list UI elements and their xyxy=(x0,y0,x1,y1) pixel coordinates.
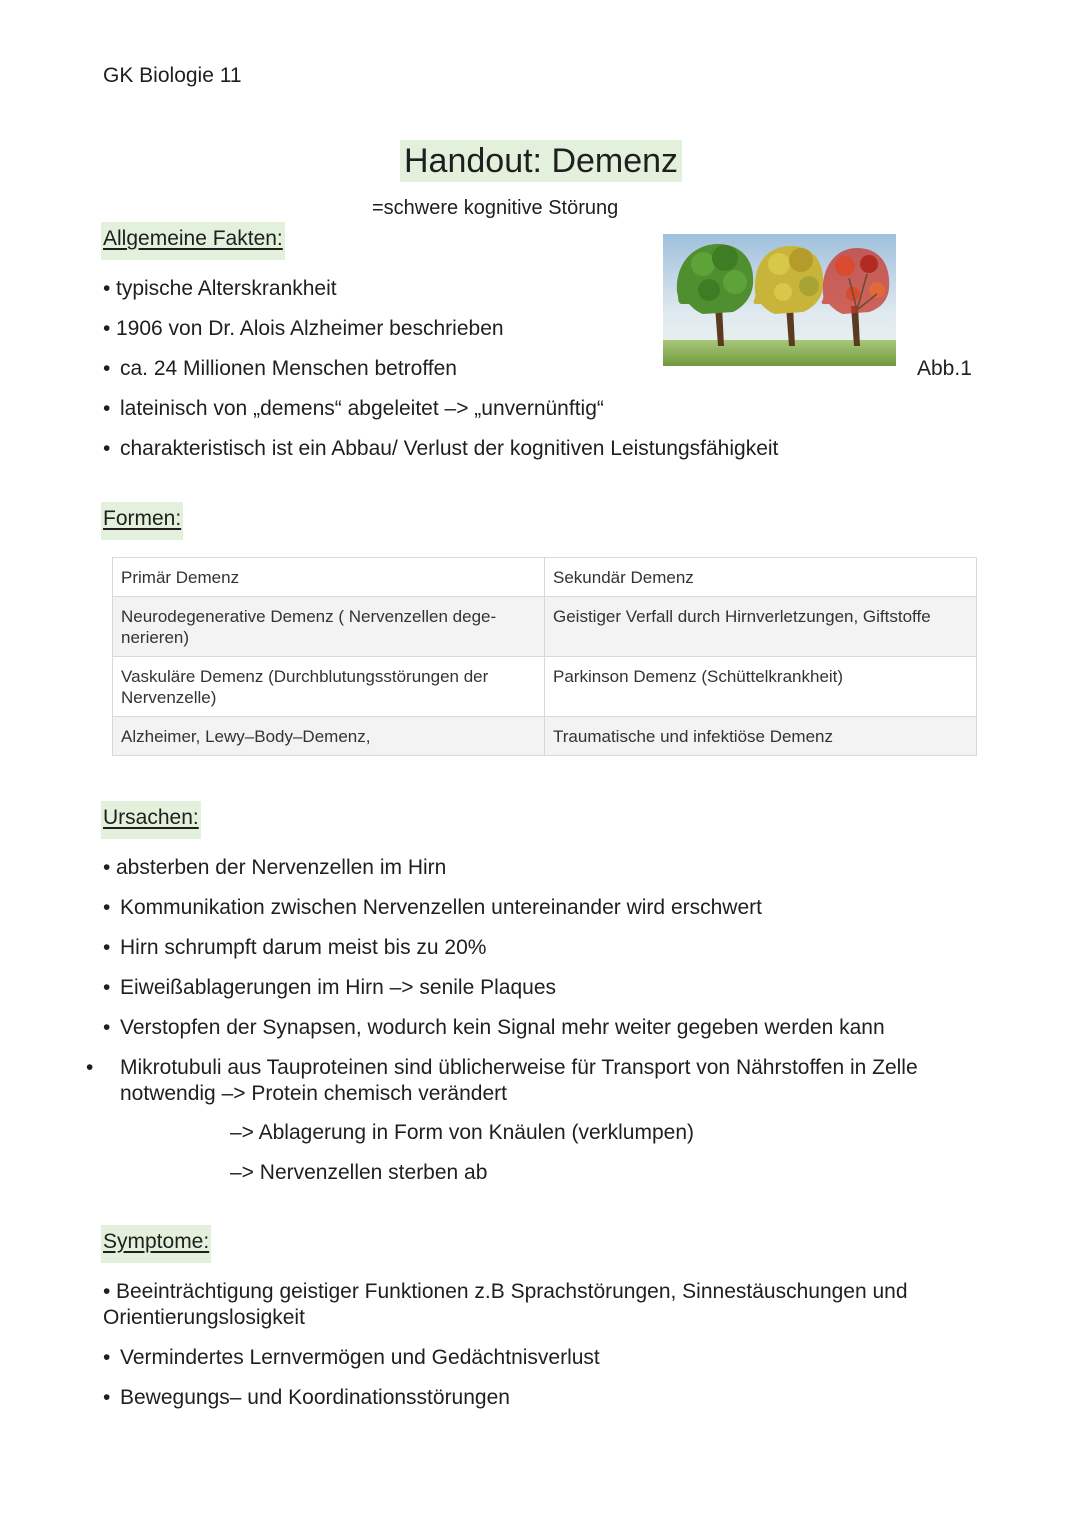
tree-heads-image xyxy=(663,234,896,366)
bullet-icon: • xyxy=(103,936,111,959)
table-cell: Traumatische und infektiöse Demenz xyxy=(545,717,977,756)
section-facts xyxy=(101,222,285,260)
list-item: • Bewegungs– und Koordinationsstörungen xyxy=(103,1386,510,1409)
list-item: • Vermindertes Lernvermögen und Gedächtnisverlust xyxy=(103,1346,600,1369)
page-subtitle: =schwere kognitive Störung xyxy=(372,197,619,219)
bullet-icon: • xyxy=(103,317,111,340)
table-header-cell: Sekundär Demenz xyxy=(545,558,977,597)
bullet-icon: • xyxy=(86,1056,94,1079)
table-row xyxy=(113,597,977,657)
list-item: • ca. 24 Millionen Menschen betroffen xyxy=(103,357,457,380)
symptoms-heading: Symptome: xyxy=(101,1225,211,1263)
bullet-icon: • xyxy=(103,277,111,300)
list-item: • lateinisch von „demens“ abgeleitet –> „unvernünftig“ xyxy=(103,397,604,420)
list-item: • Beeinträchtigung geistiger Funktionen z.B Sprachstörungen, Sinnestäuschungen und Orientierungslosigkeit xyxy=(103,1280,908,1329)
table-cell: Alzheimer, Lewy–Body–Demenz, xyxy=(113,717,545,756)
bullet-icon: • xyxy=(103,1016,111,1039)
bullet-icon: • xyxy=(103,1386,111,1409)
bullet-icon: • xyxy=(103,437,111,460)
bullet-icon: • xyxy=(103,357,111,380)
table-header-row xyxy=(113,558,977,597)
forms-heading: Formen: xyxy=(101,502,183,540)
table-header-cell: Primär Demenz xyxy=(113,558,545,597)
table-row xyxy=(113,657,977,717)
causes-heading: Ursachen: xyxy=(101,801,201,839)
table-row xyxy=(113,717,977,756)
bullet-icon: • xyxy=(103,976,111,999)
list-item: • 1906 von Dr. Alois Alzheimer beschrieben xyxy=(103,317,504,340)
list-item: • Hirn schrumpft darum meist bis zu 20% xyxy=(103,936,487,959)
table-cell: Neurodegenerative Demenz ( Nervenzellen dege-nerieren) xyxy=(113,597,545,657)
course-label: GK Biologie 11 xyxy=(103,64,242,87)
bullet-icon: • xyxy=(103,896,111,919)
list-item: • absterben der Nervenzellen im Hirn xyxy=(103,856,447,879)
table-cell: Geistiger Verfall durch Hirnverletzungen, Giftstoffe xyxy=(545,597,977,657)
forms-table xyxy=(112,557,977,756)
list-item: • Mikrotubuli aus Tauproteinen sind üblicherweise für Transport von Nährstoffen in Zelle notwendig –> Protein chemisch verändert xyxy=(86,1056,918,1105)
bullet-icon: • xyxy=(103,397,111,420)
sub-list-item: –> Ablagerung in Form von Knäulen (verklumpen) xyxy=(230,1121,695,1144)
figure-caption: Abb.1 xyxy=(917,357,972,380)
list-item: • charakteristisch ist ein Abbau/ Verlust der kognitiven Leistungsfähigkeit xyxy=(103,437,779,460)
section-symptoms xyxy=(101,1225,211,1263)
page-title: Handout: Demenz xyxy=(400,140,682,182)
section-forms xyxy=(101,502,183,540)
list-item: • Kommunikation zwischen Nervenzellen untereinander wird erschwert xyxy=(103,896,762,919)
facts-heading: Allgemeine Fakten: xyxy=(101,222,285,260)
list-item: • typische Alterskrankheit xyxy=(103,277,337,300)
table-cell: Vaskuläre Demenz (Durchblutungsstörungen der Nervenzelle) xyxy=(113,657,545,717)
list-item: • Eiweißablagerungen im Hirn –> senile Plaques xyxy=(103,976,556,999)
sub-list-item: –> Nervenzellen sterben ab xyxy=(230,1161,488,1184)
list-item: • Verstopfen der Synapsen, wodurch kein Signal mehr weiter gegeben werden kann xyxy=(103,1016,885,1039)
bullet-icon: • xyxy=(103,1280,111,1303)
bullet-icon: • xyxy=(103,1346,111,1369)
table-cell: Parkinson Demenz (Schüttelkrankheit) xyxy=(545,657,977,717)
bullet-icon: • xyxy=(103,856,111,879)
section-causes xyxy=(101,801,201,839)
